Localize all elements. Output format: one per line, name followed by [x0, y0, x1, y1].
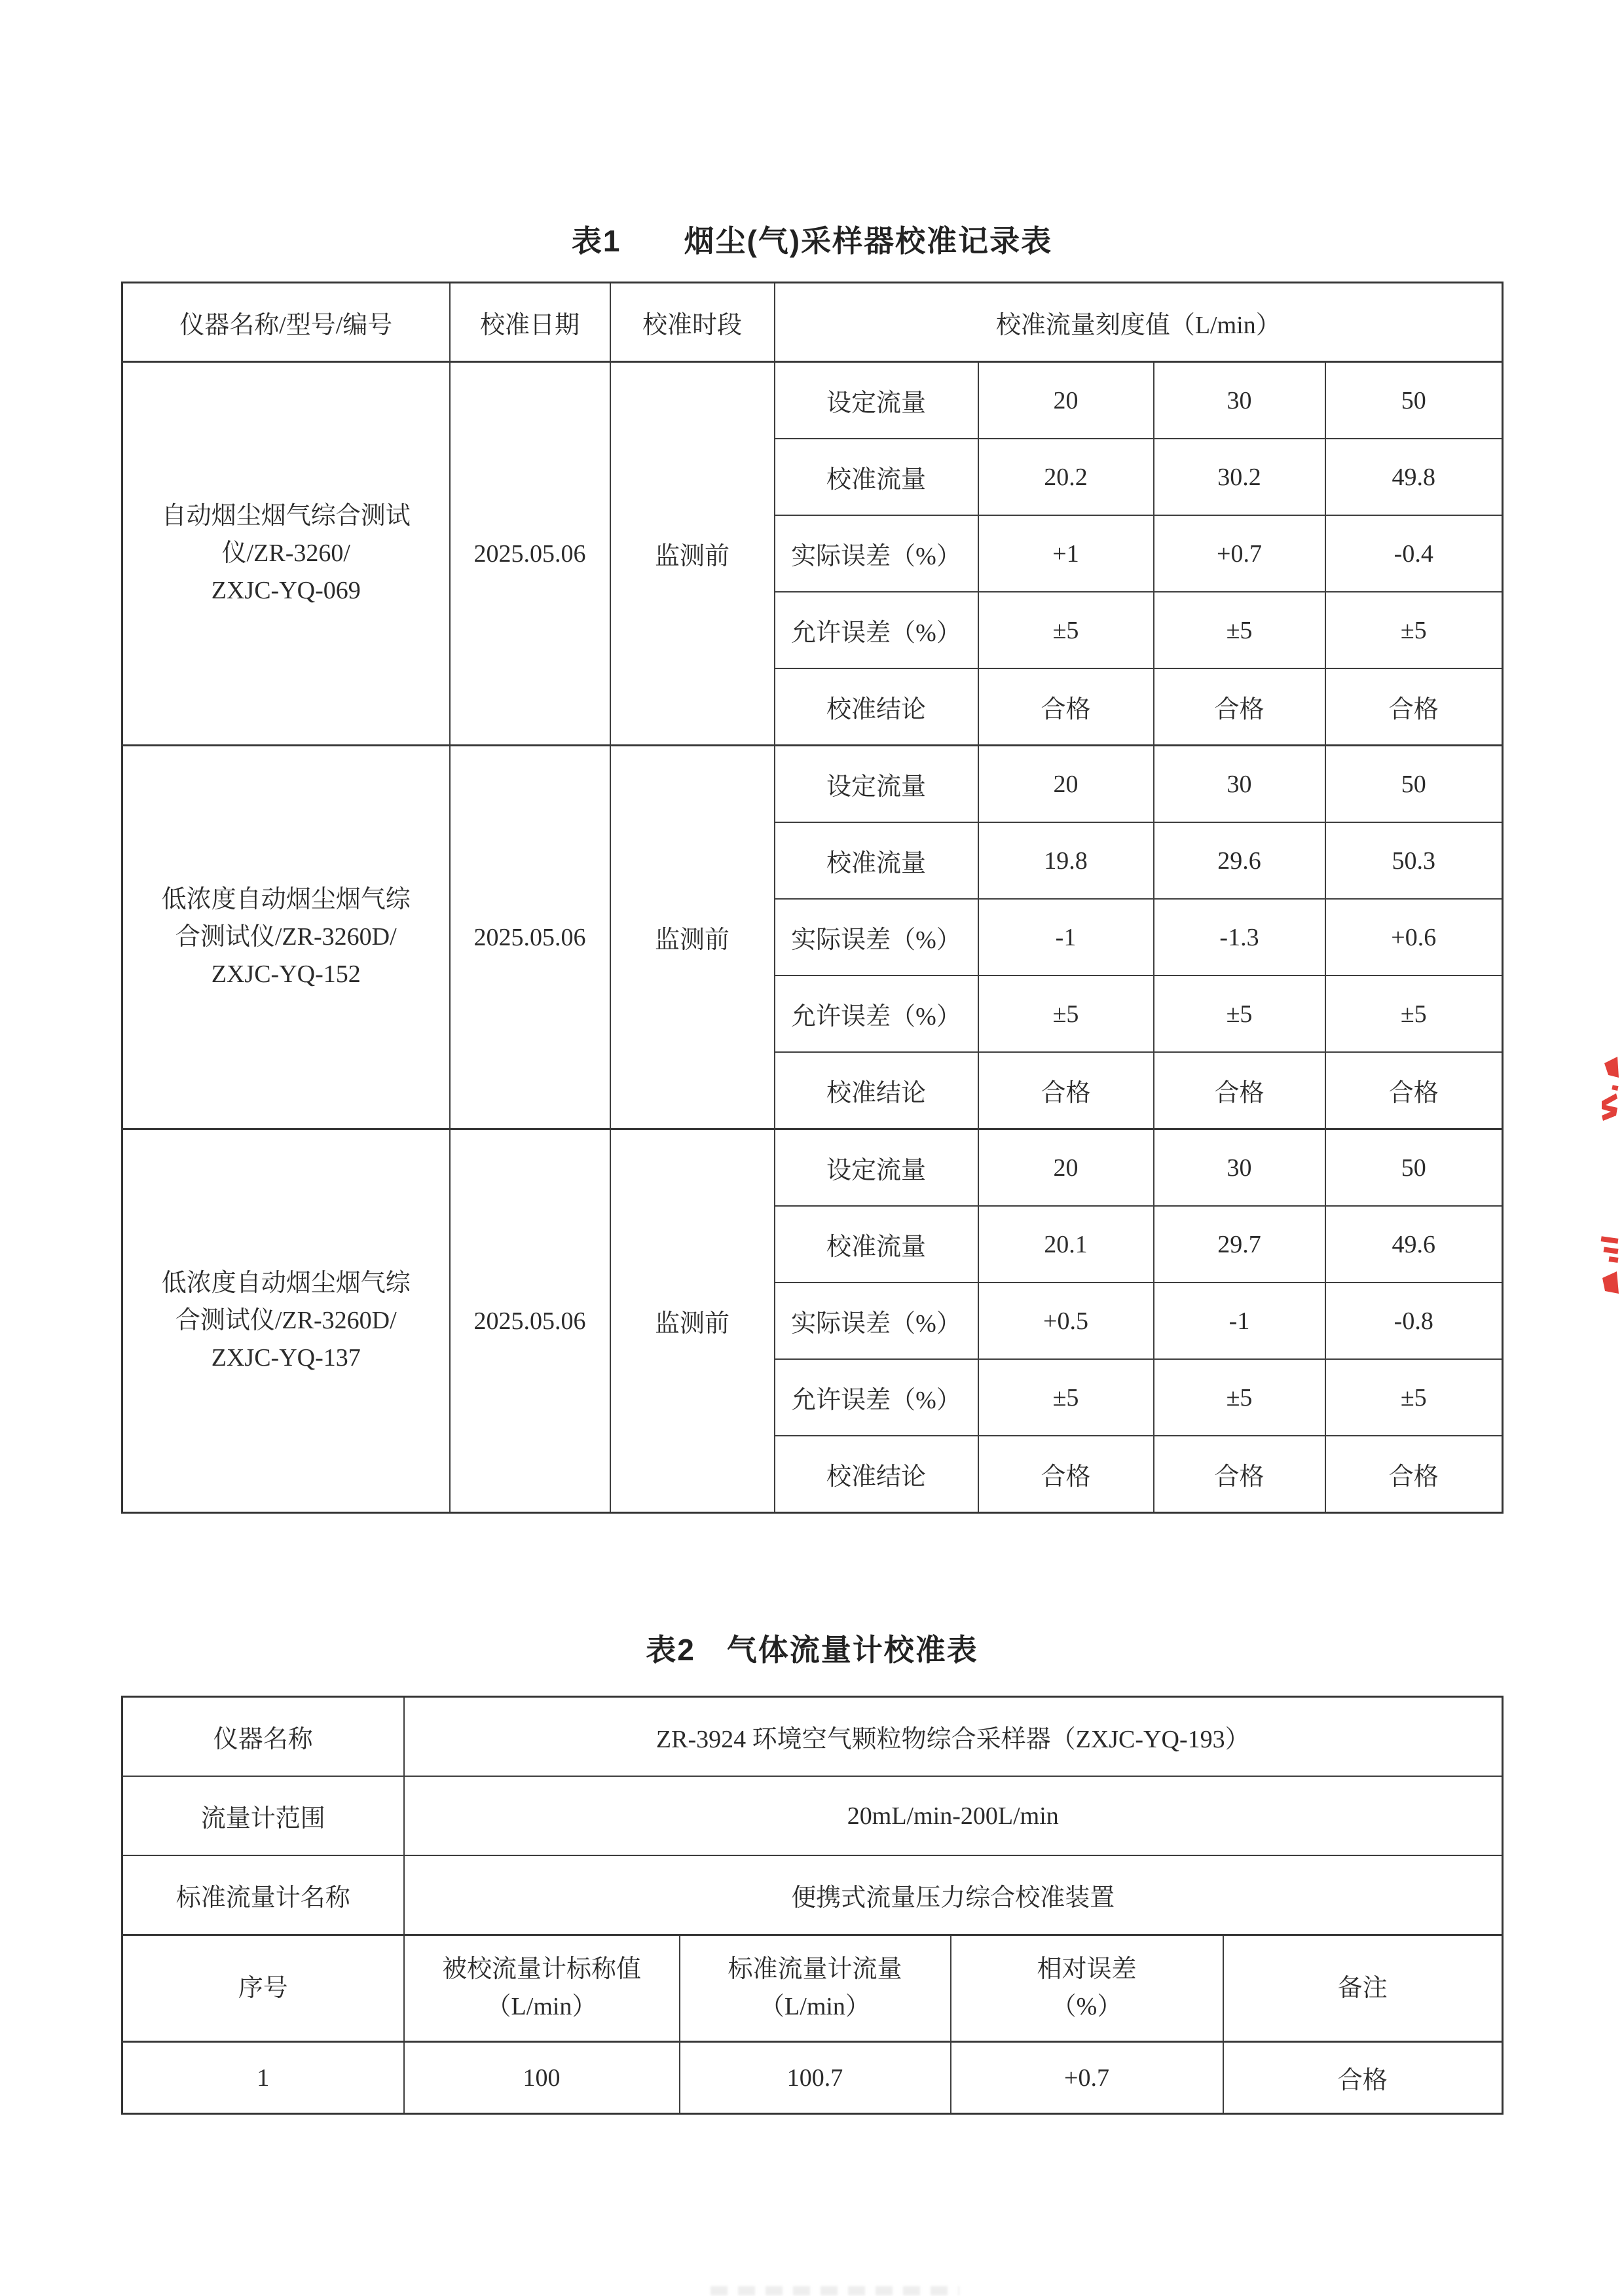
info-value: ZR-3924 环境空气颗粒物综合采样器（ZXJC-YQ-193）	[404, 1697, 1503, 1777]
header-line: 标准流量计流量	[728, 1956, 902, 1983]
value-cell: 合格	[978, 668, 1154, 746]
table1-title: 表1 烟尘(气)采样器校准记录表	[571, 224, 1053, 258]
info-value: 便携式流量压力综合校准装置	[404, 1855, 1503, 1935]
value-cell: -1.3	[1154, 899, 1325, 975]
date-cell: 2025.05.06	[450, 1129, 610, 1513]
instrument-cell	[122, 362, 450, 746]
value-cell: ±5	[1325, 975, 1503, 1052]
row-label: 校准流量	[775, 1206, 978, 1283]
value-cell: ±5	[1325, 592, 1503, 668]
row-label: 校准结论	[775, 1436, 978, 1513]
value-cell: 20	[978, 746, 1154, 823]
value-cell: +1	[978, 515, 1154, 592]
value-cell: 合格	[1154, 1436, 1325, 1513]
instrument-line: 合测试仪/ZR-3260D/	[175, 923, 397, 951]
table-row	[122, 1855, 1503, 1935]
dust-gas-sampler-calibration-table	[121, 282, 1504, 1514]
instrument-line: 低浓度自动烟尘烟气综	[161, 886, 411, 913]
row-label: 校准流量	[775, 439, 978, 515]
value-cell: ±5	[1325, 1359, 1503, 1436]
value-cell: 20	[978, 1129, 1154, 1207]
value-cell: ±5	[978, 592, 1154, 668]
value-cell: 合格	[1154, 1052, 1325, 1129]
value-cell: -0.8	[1325, 1283, 1503, 1359]
value-cell: 50	[1325, 1129, 1503, 1207]
table-row	[122, 1776, 1503, 1855]
period-cell: 监测前	[610, 1129, 775, 1513]
value-cell: ±5	[978, 975, 1154, 1052]
value-cell: 50.3	[1325, 822, 1503, 899]
instrument-line: 自动烟尘烟气综合测试	[161, 502, 411, 530]
header-line: 相对误差	[1037, 1956, 1137, 1983]
header-line: （%）	[1051, 1993, 1122, 2020]
instrument-line: 仪/ZR-3260/	[221, 539, 350, 567]
row-label: 设定流量	[775, 362, 978, 439]
value-cell: 29.6	[1154, 822, 1325, 899]
row-label: 允许误差（%）	[775, 1359, 978, 1436]
row-label: 设定流量	[775, 1129, 978, 1207]
row-label: 实际误差（%）	[775, 515, 978, 592]
value-cell: 19.8	[978, 822, 1154, 899]
value-cell: ±5	[1154, 1359, 1325, 1436]
value-cell: 30	[1154, 746, 1325, 823]
value-cell: 20.1	[978, 1206, 1154, 1283]
red-stamp-fragment-icon	[1583, 1232, 1619, 1304]
info-label: 流量计范围	[122, 1776, 404, 1855]
row-label: 设定流量	[775, 746, 978, 823]
row-label: 实际误差（%）	[775, 1283, 978, 1359]
table-row	[122, 2042, 1503, 2114]
header-date: 校准日期	[450, 283, 610, 362]
header-standard	[680, 1935, 951, 2042]
value-cell: 20.2	[978, 439, 1154, 515]
row-label: 校准流量	[775, 822, 978, 899]
instrument-line: ZXJC-YQ-137	[211, 1344, 361, 1372]
instrument-line: ZXJC-YQ-069	[211, 577, 361, 604]
header-line: 被校流量计标称值	[441, 1956, 641, 1983]
table-row	[122, 362, 1503, 439]
date-cell: 2025.05.06	[450, 746, 610, 1129]
table2-header-row	[122, 1935, 1503, 2042]
value-cell: +0.5	[978, 1283, 1154, 1359]
table1-header-row	[122, 283, 1503, 362]
period-cell: 监测前	[610, 746, 775, 1129]
instrument-cell	[122, 1129, 450, 1513]
table-row	[122, 746, 1503, 823]
faint-footer-smudge	[710, 2286, 959, 2295]
info-value: 20mL/min-200L/min	[404, 1776, 1503, 1855]
value-cell: 100	[404, 2042, 680, 2114]
row-label: 允许误差（%）	[775, 592, 978, 668]
value-cell: 29.7	[1154, 1206, 1325, 1283]
value-cell: 30	[1154, 362, 1325, 439]
header-remark: 备注	[1223, 1935, 1503, 2042]
value-cell: 合格	[1325, 1052, 1503, 1129]
value-cell: 合格	[1223, 2042, 1503, 2114]
value-cell: 合格	[1325, 668, 1503, 746]
value-cell: 49.8	[1325, 439, 1503, 515]
header-seq: 序号	[122, 1935, 404, 2042]
value-cell: ±5	[978, 1359, 1154, 1436]
value-cell: +0.7	[951, 2042, 1223, 2114]
instrument-line: 低浓度自动烟尘烟气综	[161, 1269, 411, 1297]
header-line: （L/min）	[760, 1993, 870, 2020]
value-cell: ±5	[1154, 592, 1325, 668]
value-cell: -1	[1154, 1283, 1325, 1359]
value-cell: 50	[1325, 362, 1503, 439]
value-cell: 30	[1154, 1129, 1325, 1207]
date-cell: 2025.05.06	[450, 362, 610, 746]
info-label: 标准流量计名称	[122, 1855, 404, 1935]
value-cell: 合格	[1325, 1436, 1503, 1513]
value-cell: 20	[978, 362, 1154, 439]
row-label: 实际误差（%）	[775, 899, 978, 975]
table2-title: 表2 气体流量计校准表	[646, 1633, 978, 1667]
period-cell: 监测前	[610, 362, 775, 746]
header-line: （L/min）	[486, 1993, 597, 2020]
table-row	[122, 1697, 1503, 1777]
value-cell: -1	[978, 899, 1154, 975]
row-label: 校准结论	[775, 1052, 978, 1129]
table-row	[122, 1129, 1503, 1207]
instrument-cell	[122, 746, 450, 1129]
instrument-line: 合测试仪/ZR-3260D/	[175, 1307, 397, 1334]
value-cell: 30.2	[1154, 439, 1325, 515]
row-label: 允许误差（%）	[775, 975, 978, 1052]
value-cell: +0.7	[1154, 515, 1325, 592]
value-cell: -0.4	[1325, 515, 1503, 592]
value-cell: 合格	[978, 1436, 1154, 1513]
red-stamp-fragment-icon	[1579, 1055, 1619, 1144]
value-cell: 50	[1325, 746, 1503, 823]
gas-flowmeter-calibration-table	[121, 1696, 1504, 2115]
value-cell: 合格	[978, 1052, 1154, 1129]
row-label: 校准结论	[775, 668, 978, 746]
header-instrument: 仪器名称/型号/编号	[122, 283, 450, 362]
info-label: 仪器名称	[122, 1697, 404, 1777]
header-period: 校准时段	[610, 283, 775, 362]
value-cell: 49.6	[1325, 1206, 1503, 1283]
value-cell: +0.6	[1325, 899, 1503, 975]
instrument-line: ZXJC-YQ-152	[211, 960, 361, 988]
header-scale: 校准流量刻度值（L/min）	[775, 283, 1503, 362]
header-error	[951, 1935, 1223, 2042]
header-nominal	[404, 1935, 680, 2042]
value-cell: 1	[122, 2042, 404, 2114]
value-cell: ±5	[1154, 975, 1325, 1052]
value-cell: 100.7	[680, 2042, 951, 2114]
value-cell: 合格	[1154, 668, 1325, 746]
